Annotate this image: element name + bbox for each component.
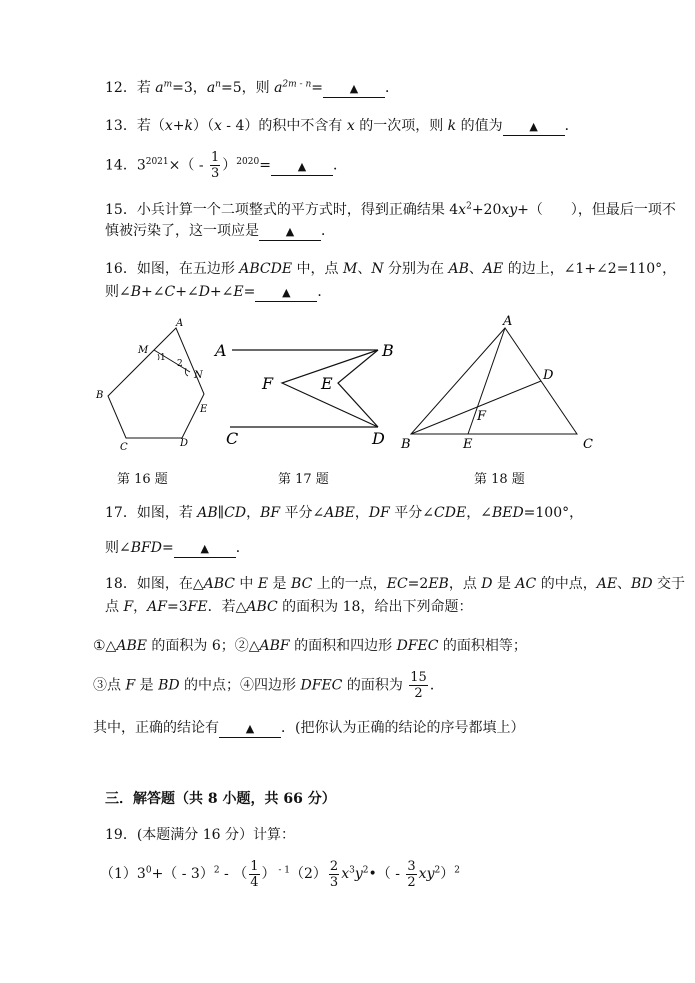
q13-text: ）（ xyxy=(192,118,214,134)
q18-var: ABC xyxy=(203,576,235,592)
q12-var: a xyxy=(206,80,216,96)
q16-text: 中，点 xyxy=(292,261,343,277)
q17-text: 平分∠ xyxy=(389,505,435,521)
answer-blank[interactable]: ▲ xyxy=(271,159,333,176)
q16-var: N xyxy=(371,261,384,277)
q16-text: 、 xyxy=(468,261,483,277)
q18-text: 18．如图，在△ xyxy=(105,576,204,592)
label-b: B xyxy=(382,341,394,360)
q16-var: M xyxy=(343,261,358,277)
segment-ae xyxy=(468,328,505,434)
q12-end: ． xyxy=(384,80,399,96)
q16-text: 的边上，∠1+∠2=110°， xyxy=(503,261,677,277)
answer-blank[interactable]: ▲ xyxy=(503,119,565,136)
q13-var: x xyxy=(164,118,173,134)
label-c: C xyxy=(583,437,593,452)
caption-figure-18: 第 18 题 xyxy=(474,472,525,487)
label-d: D xyxy=(543,368,554,383)
q19-var: x xyxy=(341,866,350,882)
label-c: C xyxy=(226,429,239,448)
label-e: E xyxy=(463,437,473,452)
q18-text: ．(把你认为正确的结论的序号都填上） xyxy=(281,720,525,736)
q19-text: ） xyxy=(261,866,276,882)
label-d: D xyxy=(372,429,385,448)
question-18-conclusion xyxy=(93,718,524,738)
q16-text: +∠ xyxy=(141,284,165,300)
q17-text: =100°， xyxy=(523,505,584,521)
q15-text: 15．小兵计算一个二项整式的平方式时，得到正确结果 4 xyxy=(105,202,459,218)
q18-text: 的面积为 xyxy=(342,677,408,694)
question-18-line-2 xyxy=(105,597,472,617)
q17-text: ， xyxy=(246,505,261,521)
fraction-denominator: 4 xyxy=(250,874,259,890)
q18-text: 的中点， xyxy=(536,576,597,592)
fraction-denominator: 2 xyxy=(414,686,423,701)
q18-var: BD xyxy=(158,677,180,694)
q17-end: ． xyxy=(235,540,250,556)
fraction-numerator: 15 xyxy=(410,670,427,685)
question-17-line-1 xyxy=(105,503,583,523)
q16-var: AE xyxy=(482,261,504,277)
q19-exp: 3 xyxy=(349,865,355,876)
q17-text: ∥ xyxy=(217,505,225,521)
fraction-numerator: 3 xyxy=(407,858,416,874)
answer-blank[interactable]: ▲ xyxy=(219,721,281,738)
q18-var: ABF xyxy=(259,638,290,654)
q14-text: ） xyxy=(222,157,237,174)
answer-blank[interactable]: ▲ xyxy=(174,541,236,558)
question-13 xyxy=(105,116,579,136)
q16-var: C xyxy=(164,284,176,300)
q18-var: BC xyxy=(291,576,313,592)
q16-text: 则∠ xyxy=(105,284,131,300)
q19-exp: 0 xyxy=(145,865,152,876)
q19-text: ） xyxy=(440,866,455,882)
q14-fraction xyxy=(210,150,220,181)
q18-text: 点 xyxy=(105,599,124,615)
q18-var: D xyxy=(481,576,493,592)
label-f: F xyxy=(262,374,274,393)
q14-text: ×（ - xyxy=(168,157,209,174)
label-d: D xyxy=(180,438,189,449)
q17-var: ABE xyxy=(324,505,355,521)
q15-exp: 2 xyxy=(466,201,472,212)
angle-2-arc xyxy=(185,368,188,376)
angle-1-arc xyxy=(158,354,159,360)
q18-var: FE xyxy=(187,599,208,615)
q15-text: 慎被污染了，这一项应是 xyxy=(105,223,259,239)
q16-text: 、 xyxy=(357,261,372,277)
q18-text: 是 xyxy=(268,576,292,592)
q18-text: ，点 xyxy=(448,576,482,592)
q18-var: AE xyxy=(596,576,618,592)
q18-text: 的面积相等； xyxy=(438,638,527,654)
q18-text: 的中点；④四边形 xyxy=(179,677,301,694)
q13-var: x xyxy=(213,118,222,134)
q12-var: a xyxy=(274,80,283,96)
label-e: E xyxy=(321,374,333,393)
q12-exp: 2m - n xyxy=(282,79,312,90)
caption-figure-16: 第 16 题 xyxy=(117,472,168,487)
q17-var: CDE xyxy=(434,505,467,521)
q17-text: ，∠ xyxy=(466,505,492,521)
label-a: A xyxy=(215,341,227,360)
q17-text: 则∠ xyxy=(105,540,131,556)
q18-text: =2 xyxy=(407,576,429,592)
q12-exp: n xyxy=(215,79,221,90)
q17-var: BF xyxy=(260,505,281,521)
q19-text: - （ xyxy=(219,866,248,882)
q13-var: k xyxy=(184,118,193,134)
answer-blank[interactable]: ▲ xyxy=(259,224,321,241)
question-16-line-1 xyxy=(105,259,676,279)
fraction-denominator: 3 xyxy=(329,874,339,890)
section-heading: 三．解答题（共 8 小题，共 66 分） xyxy=(105,791,336,807)
label-e: E xyxy=(200,404,208,415)
q17-text: = xyxy=(161,540,174,556)
q16-text: 分别为在 xyxy=(383,261,449,277)
q16-text: +∠ xyxy=(175,284,199,300)
question-15-line-2 xyxy=(105,221,335,241)
q19-exp: 2 xyxy=(362,865,369,876)
q18-text: 上的一点， xyxy=(312,576,387,592)
q14-exp: 2021 xyxy=(145,156,169,167)
segment-bd xyxy=(411,381,541,434)
q18-text: ①△ xyxy=(93,638,117,654)
q18-text: 的面积为 18，给出下列命题： xyxy=(277,599,473,615)
q13-text: 的一次项，则 xyxy=(354,118,448,134)
q18-fraction xyxy=(409,670,428,701)
label-b: B xyxy=(401,437,411,452)
label-a: A xyxy=(503,314,513,329)
q17-text: ， xyxy=(354,505,369,521)
q16-var: ABCDE xyxy=(239,261,293,277)
q16-var: D xyxy=(198,284,210,300)
label-b: B xyxy=(96,390,104,401)
q16-var: AB xyxy=(448,261,469,277)
q14-text: = xyxy=(259,157,271,174)
q12-text: =3， xyxy=(172,80,207,96)
q18-var: AC xyxy=(515,576,537,592)
label-a: A xyxy=(176,318,184,329)
figure-18 xyxy=(395,310,605,455)
q18-text: 是 xyxy=(492,576,516,592)
q17-var: CD xyxy=(224,505,247,521)
q18-var: EC xyxy=(386,576,408,592)
q15-end: ． xyxy=(321,223,335,239)
figure-17 xyxy=(210,330,400,450)
q15-text: +20 xyxy=(471,202,502,218)
q18-var: BD xyxy=(631,576,653,592)
q18-text: 中 xyxy=(234,576,258,592)
q16-var: E xyxy=(233,284,244,300)
q14-end: ． xyxy=(332,157,347,174)
q19-var: xy xyxy=(418,866,435,882)
question-18-proposition-1 xyxy=(93,636,527,656)
question-19-expressions xyxy=(100,858,460,890)
q19-exp: 2 xyxy=(454,865,460,876)
q14-exp: 2020 xyxy=(236,156,260,167)
label-angle-2: 2 xyxy=(177,359,183,369)
q17-text: 平分∠ xyxy=(280,505,325,521)
q13-text: - 4）的积中不含有 xyxy=(221,118,347,134)
q13-var: x xyxy=(346,118,355,134)
q18-text: 其中，正确的结论有 xyxy=(93,720,219,736)
q19-exp: 2 xyxy=(434,865,441,876)
q19-text: （1）3 xyxy=(100,866,146,882)
q18-var: E xyxy=(257,576,269,592)
q13-var: k xyxy=(447,118,457,134)
q18-var: DFEC xyxy=(396,638,439,654)
q18-var: EB xyxy=(428,576,449,592)
q12-exp: m xyxy=(163,79,173,90)
q16-text: +∠ xyxy=(209,284,234,300)
question-15-line-1 xyxy=(105,200,676,220)
question-18-line-1 xyxy=(105,574,685,594)
q12-text: = xyxy=(311,80,323,96)
q18-text: ③点 xyxy=(93,677,126,694)
q15-var: xy xyxy=(501,202,518,218)
answer-blank[interactable]: ▲ xyxy=(323,81,385,98)
q17-var: BED xyxy=(491,505,524,521)
q19-fraction xyxy=(406,859,416,890)
fraction-denominator: 3 xyxy=(211,166,220,181)
fraction-numerator: 1 xyxy=(211,150,220,165)
label-m: M xyxy=(138,345,149,356)
question-17-line-2 xyxy=(105,538,250,558)
q19-fraction xyxy=(329,859,339,890)
question-19-title: 19．(本题满分 16 分）计算： xyxy=(105,827,295,843)
q17-text: 17．如图，若 xyxy=(105,505,198,521)
q18-text: ．若△ xyxy=(207,599,247,615)
q19-text: •（ - xyxy=(368,866,405,882)
fraction-numerator: 2 xyxy=(329,858,339,874)
q15-text: +（ ），但最后一项不 xyxy=(517,202,676,218)
q19-text: +（ - 3） xyxy=(151,866,214,882)
question-16-line-2 xyxy=(105,282,331,302)
label-f: F xyxy=(477,409,487,424)
q18-var: ABC xyxy=(246,599,278,615)
q17-var: DF xyxy=(368,505,390,521)
q13-text: + xyxy=(172,118,185,134)
q17-var: AB xyxy=(197,505,218,521)
q18-text: 、 xyxy=(617,576,632,592)
q18-text: 是 xyxy=(135,677,159,694)
caption-figure-17: 第 17 题 xyxy=(278,472,329,487)
q18-var: F xyxy=(123,599,134,615)
q15-var: x xyxy=(458,202,467,218)
question-12 xyxy=(105,78,399,98)
q13-text: 13．若（ xyxy=(105,118,165,134)
figure-16 xyxy=(80,310,220,460)
fraction-denominator: 2 xyxy=(407,874,416,890)
q18-text: ． xyxy=(429,677,444,694)
label-angle-1: 1 xyxy=(160,353,166,363)
answer-blank[interactable]: ▲ xyxy=(255,285,317,302)
q18-var: DFEC xyxy=(300,677,343,694)
q19-text: （2） xyxy=(290,866,327,882)
q19-fraction xyxy=(249,859,259,890)
q17-var: BFD xyxy=(130,540,162,556)
q18-text: ， xyxy=(133,599,148,615)
q14-text: 14．3 xyxy=(105,157,146,174)
fraction-numerator: 1 xyxy=(250,858,259,874)
q16-end: ． xyxy=(317,284,332,300)
q18-text: =3 xyxy=(167,599,188,615)
q16-text: 16．如图，在五边形 xyxy=(105,261,240,277)
q12-number: 12．若 xyxy=(105,80,156,96)
q13-text: 的值为 xyxy=(456,118,503,134)
q18-text: 的面积和四边形 xyxy=(289,638,397,654)
pentagon xyxy=(108,328,204,438)
label-n: N xyxy=(194,370,203,381)
q12-text: =5，则 xyxy=(220,80,275,96)
q18-var: F xyxy=(125,677,136,694)
question-14 xyxy=(105,150,347,181)
q19-var: y xyxy=(354,866,363,882)
q16-text: = xyxy=(243,284,256,300)
q18-text: 交于 xyxy=(652,576,686,592)
q12-var: a xyxy=(155,80,164,96)
q19-exp: 2 xyxy=(213,865,220,876)
label-c: C xyxy=(120,442,128,453)
q18-var: AF xyxy=(147,599,167,615)
q16-var: B xyxy=(130,284,142,300)
q18-var: ABE xyxy=(116,638,147,654)
q13-end: ． xyxy=(564,118,579,134)
question-18-proposition-2 xyxy=(93,670,444,701)
q19-exp: - 1 xyxy=(275,865,290,876)
q18-text: 的面积为 6；②△ xyxy=(146,638,260,654)
